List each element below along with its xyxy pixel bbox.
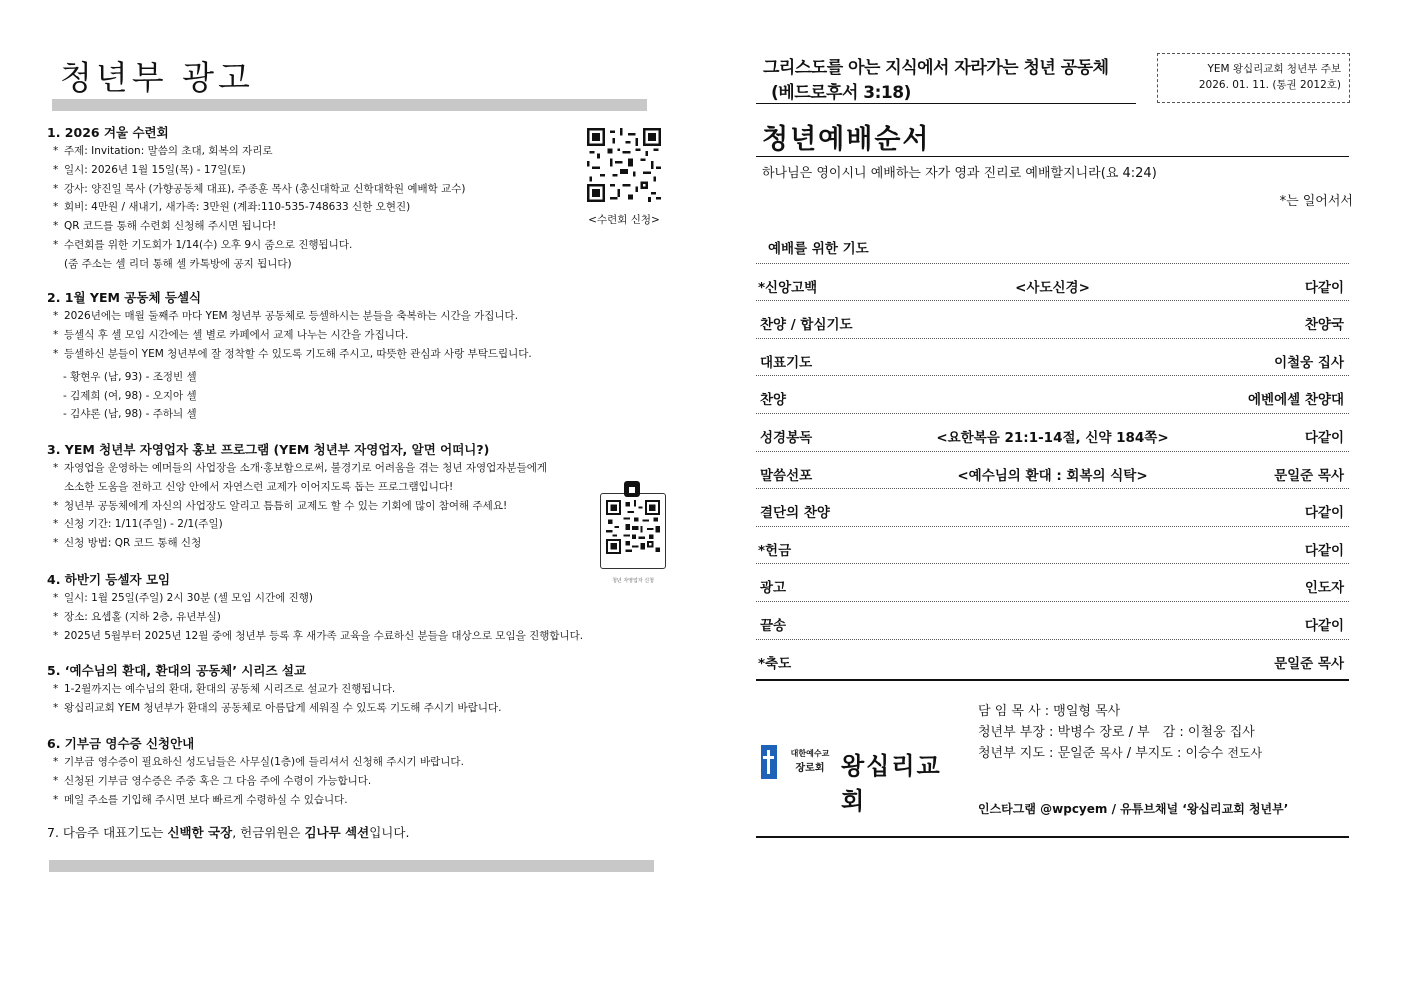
retreat-qr-code[interactable] xyxy=(587,128,661,202)
list-item: * 메일 주소를 기입해 주시면 보다 빠르게 수령하실 수 있습니다. xyxy=(47,791,667,810)
order-row xyxy=(756,338,1349,376)
title-underline xyxy=(756,156,1349,157)
section-title: 4. 하반기 등셀자 모임 xyxy=(47,572,171,587)
section-welcome-ceremony xyxy=(47,289,667,424)
motto-reference: (베드로후서 3:18) xyxy=(771,83,911,103)
list-item: * 1-2월까지는 예수님의 환대, 환대의 공동체 시리즈로 설교가 진행됩니다. xyxy=(47,680,667,699)
order-leader: 다같이 xyxy=(1304,505,1344,522)
order-leader: 다같이 xyxy=(1304,279,1344,296)
section-title xyxy=(47,824,667,842)
section-donation-receipt xyxy=(47,735,667,809)
order-item: 대표기도 xyxy=(760,354,813,371)
social-media-info: 인스타그램 @wpcyem / 유튜브채널 ‘왕십리교회 청년부’ xyxy=(978,802,1289,816)
church-logo xyxy=(761,745,961,815)
section-title: 2. 1월 YEM 공동체 등셀식 xyxy=(47,290,202,305)
order-leader: 문일준 목사 xyxy=(1274,467,1344,484)
order-item: 찬양 xyxy=(760,392,787,409)
staff-line: 담 임 목 사 : 맹일형 목사 xyxy=(978,704,1121,719)
staff-list xyxy=(978,701,1262,764)
logo-church-name: 왕십리교회 xyxy=(841,751,942,815)
footer-line xyxy=(756,836,1349,838)
order-leader: 인도자 xyxy=(1304,580,1344,597)
announcements-page xyxy=(0,0,701,992)
list-item: * 일시: 2026년 1월 15일(목) - 17일(토) xyxy=(47,161,667,180)
order-item: *신앙고백 xyxy=(758,279,818,296)
qr-code-icon xyxy=(606,500,660,554)
section-sermon-series xyxy=(47,662,667,718)
bulletin-date: 2026. 01. 11. (통권 2012호) xyxy=(1198,79,1341,91)
list-item: * 청년부 공동체에게 자신의 사업장도 알리고 틈틈히 교제도 할 수 있는 기회에 많이 참여해 주세요! xyxy=(47,497,667,516)
worship-order-list xyxy=(756,225,1349,676)
list-item: * 장소: 요셉홀 (지하 2층, 유년부실) xyxy=(47,608,667,627)
bulletin-info-box xyxy=(1157,53,1350,103)
cross-icon xyxy=(761,745,777,779)
order-item: 광고 xyxy=(760,580,787,597)
order-item: 말씀선포 xyxy=(760,467,813,484)
order-bottom-line xyxy=(756,679,1349,681)
order-leader: 문일준 목사 xyxy=(1274,655,1344,672)
order-row xyxy=(756,263,1349,301)
motto-underline xyxy=(756,103,1136,104)
logo-small-line: 대한예수교 xyxy=(790,748,830,758)
order-row xyxy=(756,300,1349,338)
next-week-offering-name: 김나무 섹션 xyxy=(304,825,370,840)
order-row xyxy=(756,563,1349,601)
retreat-qr-label: <수련회 신청> xyxy=(588,214,660,226)
order-row xyxy=(756,225,1349,263)
order-row xyxy=(756,451,1349,489)
list-item: * 강사: 양진일 목사 (가향공동체 대표), 주종훈 목사 (총신대학교 신학대학원 예배학 교수) xyxy=(47,180,667,199)
list-item: * 신청 기간: 1/11(주일) - 2/1(주일) xyxy=(47,515,667,534)
page-title: 청년예배순서 xyxy=(762,124,931,155)
list-item: * QR 코드를 통해 수련회 신청해 주시면 됩니다! xyxy=(47,217,667,236)
section-title: 3. YEM 청년부 자영업자 홍보 프로그램 (YEM 청년부 자영업자, 알면 어떠니?) xyxy=(47,442,490,457)
list-item: * 2026년에는 매월 둘째주 마다 YEM 청년부 공동체로 등셀하시는 분들을 축복하는 시간을 가집니다. xyxy=(47,307,667,326)
logo-small-line: 장로회 xyxy=(795,763,825,774)
order-detail: <요한복음 21:1-14절, 신약 184쪽> xyxy=(936,429,1169,446)
order-item: 끝송 xyxy=(760,617,787,634)
list-item: * 일시: 1월 25일(주일) 2시 30분 (셀 모임 시간에 진행) xyxy=(47,589,667,608)
list-item: * 왕십리교회 YEM 청년부가 환대의 공동체로 아름답게 세워질 수 있도록 기도해 주시기 바랍니다. xyxy=(47,699,667,718)
section-winter-retreat xyxy=(47,124,667,274)
list-item: * 2025년 5월부터 2025년 12월 중에 청년부 등록 후 새가족 교육을 수료하신 분들을 대상으로 모임을 진행합니다. xyxy=(47,627,667,646)
order-row xyxy=(756,639,1349,677)
staff-title: 전도사 xyxy=(1227,746,1263,760)
logo-denomination xyxy=(787,746,833,776)
order-item: *축도 xyxy=(758,655,792,672)
staff-text: / 부지도 : 이승수 xyxy=(1122,746,1228,761)
list-item-continuation: (줌 주소는 셀 리더 통해 셀 카톡방에 공지 됩니다) xyxy=(64,257,292,270)
next-week-prefix: 7. 다음주 대표기도는 xyxy=(47,825,168,840)
order-row xyxy=(756,526,1349,564)
list-item: * 수련회를 위한 기도회가 1/14(수) 오후 9시 줌으로 진행됩니다. xyxy=(47,236,667,255)
next-week-suffix: 입니다. xyxy=(369,825,410,840)
standing-note: *는 일어서서 xyxy=(1279,194,1353,209)
list-item: * 신청된 기부금 영수증은 주중 혹은 그 다음 주에 수령이 가능합니다. xyxy=(47,772,667,791)
bulletin-name: YEM 왕십리교회 청년부 주보 xyxy=(1207,63,1341,75)
section-title: 5. ‘예수님의 환대, 환대의 공동체’ 시리즈 설교 xyxy=(47,663,307,678)
staff-line: 청년부 부장 : 박병수 장로 / 부 감 : 이철웅 집사 xyxy=(978,725,1255,740)
order-item: 성경봉독 xyxy=(760,429,813,446)
order-row xyxy=(756,413,1349,451)
section-business-promo xyxy=(47,441,667,553)
section-title: 6. 기부금 영수증 신청안내 xyxy=(47,736,195,751)
order-leader: 다같이 xyxy=(1304,617,1344,634)
staff-title: 목사 xyxy=(1099,746,1123,760)
house-icon xyxy=(624,481,640,497)
scripture-verse: 하나님은 영이시니 예배하는 자가 영과 진리로 예배할지니라(요 4:24) xyxy=(762,166,1157,181)
motto-text: 그리스도를 아는 지식에서 자라가는 청년 공동체 xyxy=(763,58,1109,78)
order-leader: 에벤에셀 찬양대 xyxy=(1248,392,1344,409)
order-leader: 찬양국 xyxy=(1304,317,1344,334)
order-row xyxy=(756,375,1349,413)
list-item-continuation: 소소한 도움을 전하고 신앙 안에서 자연스런 교제가 이어지도록 돕는 프로그램입니다! xyxy=(64,480,454,493)
section-next-week xyxy=(47,824,667,842)
qr-code-icon xyxy=(587,128,661,202)
order-item: *헌금 xyxy=(758,542,792,559)
order-detail: <예수님의 환대 : 회복의 식탁> xyxy=(957,467,1148,484)
order-leader: 이철웅 집사 xyxy=(1274,354,1344,371)
list-item: * 자영업을 운영하는 예머들의 사업장을 소개·홍보함으로써, 불경기로 어려움을 겪는 청년 자영업자분들에게 xyxy=(47,459,667,478)
order-detail: <사도신경> xyxy=(1015,279,1090,296)
worship-order-page xyxy=(701,0,1403,992)
member-item: - 김제희 (여, 98) - 오지아 셀 xyxy=(63,389,197,402)
order-row xyxy=(756,601,1349,639)
order-item: 찬양 / 합심기도 xyxy=(760,317,853,334)
staff-line xyxy=(978,743,1262,764)
list-item: * 기부금 영수증이 필요하신 성도님들은 사무실(1층)에 들리셔서 신청해 주시기 바랍니다. xyxy=(47,753,667,772)
business-qr-caption: 청년 자영업자 신청 xyxy=(612,578,654,584)
list-item: * 회비: 4만원 / 새내기, 새가족: 3만원 (계좌:110-535-748633 신한 오현진) xyxy=(47,198,667,217)
section-title: 1. 2026 겨울 수련회 xyxy=(47,125,169,140)
next-week-middle: , 헌금위원은 xyxy=(232,825,305,840)
section-newcomer-meeting xyxy=(47,571,667,645)
order-item: 결단의 찬양 xyxy=(760,505,830,522)
list-item: * 등셀하신 분들이 YEM 청년부에 잘 정착할 수 있도록 기도해 주시고, 따뜻한 관심과 사랑 부탁드립니다. xyxy=(47,345,667,364)
list-item: * 주제: Invitation: 말씀의 초대, 회복의 자리로 xyxy=(47,142,667,161)
motto xyxy=(763,56,1109,106)
order-leader: 다같이 xyxy=(1304,429,1344,446)
order-row xyxy=(756,488,1349,526)
next-week-prayer-name: 신백한 국장 xyxy=(167,825,233,840)
top-divider-bar xyxy=(52,99,647,111)
bottom-divider-bar xyxy=(49,860,654,872)
member-item: - 김샤론 (남, 98) - 주하늬 셀 xyxy=(63,408,197,421)
staff-text: 청년부 지도 : 문일준 xyxy=(978,746,1100,761)
order-item: 예배를 위한 기도 xyxy=(768,241,869,257)
list-item: * 신청 방법: QR 코드 통해 신청 xyxy=(47,534,667,553)
business-qr-code[interactable] xyxy=(606,500,660,554)
announcements-title: 청년부 광고 xyxy=(60,58,254,97)
member-item: - 황현우 (남, 93) - 조정빈 셀 xyxy=(63,371,197,384)
order-leader: 다같이 xyxy=(1304,542,1344,559)
list-item: * 등셀식 후 셀 모임 시간에는 셀 별로 카페에서 교제 나누는 시간을 가집니다. xyxy=(47,326,667,345)
